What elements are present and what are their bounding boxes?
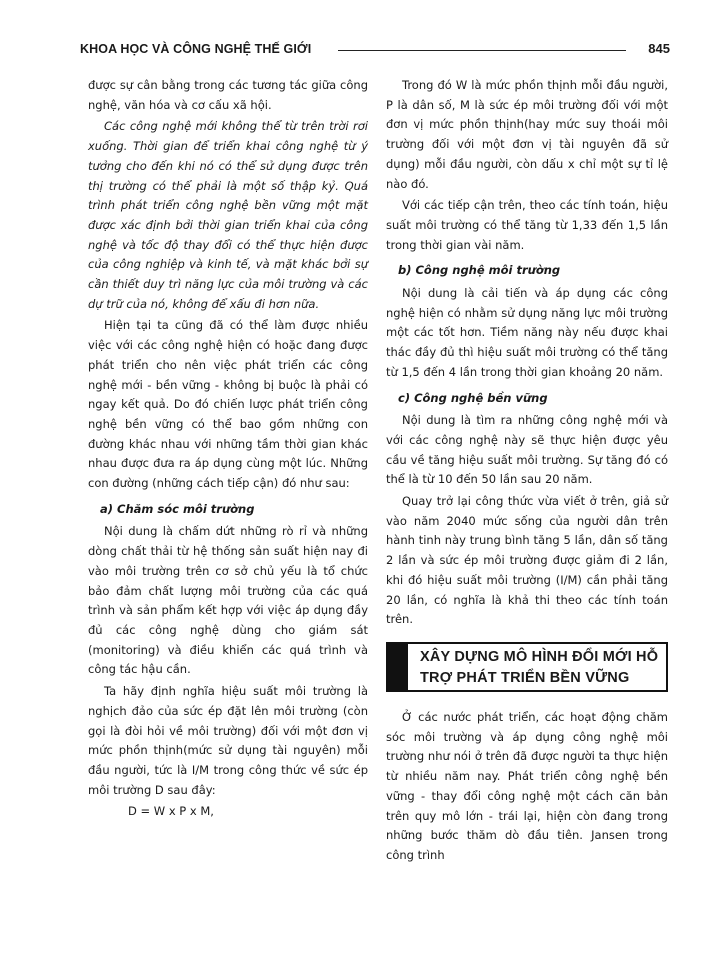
header-title: KHOA HỌC VÀ CÔNG NGHỆ THẾ GIỚI: [80, 42, 312, 56]
formula: D = W x P x M,: [128, 804, 214, 819]
subheading-c: c) Công nghệ bền vững: [398, 390, 548, 405]
section-marker-bar: [386, 642, 408, 692]
paragraph: được sự cân bằng trong các tương tác giữa công nghệ, văn hóa và cơ cấu xã hội.: [88, 78, 368, 112]
page-number: 845: [648, 41, 670, 56]
paragraph: Nội dung là tìm ra những công nghệ mới và với các công nghệ này sẽ thực hiện được yêu cầu về tăng hiệu suất môi trường. Sự tăng đó có thể là từ 10 đến 50 lần sau 20 năm.: [386, 413, 668, 487]
left-column: [88, 76, 368, 824]
section-title-line2: TRỢ PHÁT TRIỂN BỀN VỮNG: [420, 669, 630, 686]
italic-paragraph: Các công nghệ mới không thể từ trên trời rơi xuống. Thời gian để triển khai công nghệ từ ý tưởng cho đến khi nó có thể sử dụng được trên thị trường có thể phải là một số thập kỷ. Quá trình phát triển công nghệ bền vững một mặt được xác định bởi thời gian triển khai của công nghệ và tốc độ thay đổi có thể thực hiện được của công nghiệp và kinh tế, và mặt khác bởi sự cần thiết duy trì năng lực của môi trường và các dự trữ của nó, không để xấu đi hơn nữa.: [88, 119, 368, 311]
section-title-line1: XÂY DỰNG MÔ HÌNH ĐỔI MỚI HỖ: [420, 648, 659, 665]
running-header: [80, 40, 670, 60]
paragraph: Quay trở lại công thức vừa viết ở trên, giả sử vào năm 2040 mức sống của người dân trên hành tinh này trung bình tăng 5 lần, dân số tăng 2 lần và sức ép môi trường được giảm đi 2 lần, khi đó hiệu suất môi trường (I/M) cần phải tăng 20 lần, có nghĩa là khả thi theo các tính toán trên.: [386, 494, 668, 627]
section-heading-box: [386, 642, 668, 692]
paragraph: Ta hãy định nghĩa hiệu suất môi trường là nghịch đảo của sức ép đặt lên môi trường (còn gọi là đòi hỏi về môi trường) đối với một đơn vị mức phồn thịnh(mức sử dụng tài nguyên) mỗi đầu người, tức là I/M trong công thức về sức ép môi trường D sau đây:: [88, 684, 368, 797]
paragraph: Trong đó W là mức phồn thịnh mỗi đầu người, P là dân số, M là sức ép môi trường đối với một đơn vị mức phồn thịnh(hay mức suy thoái môi trường đối với một đơn vị tài nguyên đã sử dụng) mỗi đầu người, còn dấu x chỉ một sự tỉ lệ nào đó.: [386, 78, 668, 191]
section-title: [408, 642, 668, 692]
paragraph: Nội dung là cải tiến và áp dụng các công nghệ hiện có nhằm sử dụng năng lực môi trường một các tốt hơn. Tiềm năng này nếu được khai thác đầy đủ thì hiệu suất môi trường có thể tăng từ 1,5 đến 4 lần trong thời gian khoảng 20 năm.: [386, 286, 668, 379]
paragraph: Với các tiếp cận trên, theo các tính toán, hiệu suất môi trường có thể tăng từ 1,33 đến 1,5 lần trong thời gian vài năm.: [386, 198, 668, 252]
paragraph: Hiện tại ta cũng đã có thể làm được nhiều việc với các công nghệ hiện có hoặc đang được phát triển cho nên việc phát triển các công nghệ mới - bền vững - không bị buộc là phải có ngay kết quả. Do đó chiến lược phát triển công nghệ bền vững có thể bao gồm những con đường khác nhau với những tầm thời gian khác nhau được đưa ra áp dụng cùng một lúc. Những con đường (những cách tiếp cận) đó như sau:: [88, 318, 368, 491]
subheading-b: b) Công nghệ môi trường: [398, 263, 561, 278]
right-column: [386, 76, 668, 868]
subheading-a: a) Chăm sóc môi trường: [100, 501, 255, 516]
header-rule: [338, 50, 626, 51]
paragraph: Nội dung là chấm dứt những rò rỉ và những dòng chất thải từ hệ thống sản suất hiện nay đi vào môi trường trên cơ sở chủ yếu là tổ chức bảo đảm chất lượng môi trường của các quá trình và sản phẩm kết hợp với việc áp dụng đầy đủ các công nghệ dùng cho giám sát (monitoring) và điều khiển các quá trình và công tác hậu cần.: [88, 524, 368, 677]
paragraph: Ở các nước phát triển, các hoạt động chăm sóc môi trường và áp dụng công nghệ môi trường như nói ở trên đã được người ta thực hiện từ nhiều năm nay. Phát triển công nghệ bền vững - thay đổi công nghệ một cách căn bản trên quy mô lớn - trái lại, hiện còn đang trong những bước thăm dò đầu tiên. Jansen trong công trình: [386, 709, 668, 862]
